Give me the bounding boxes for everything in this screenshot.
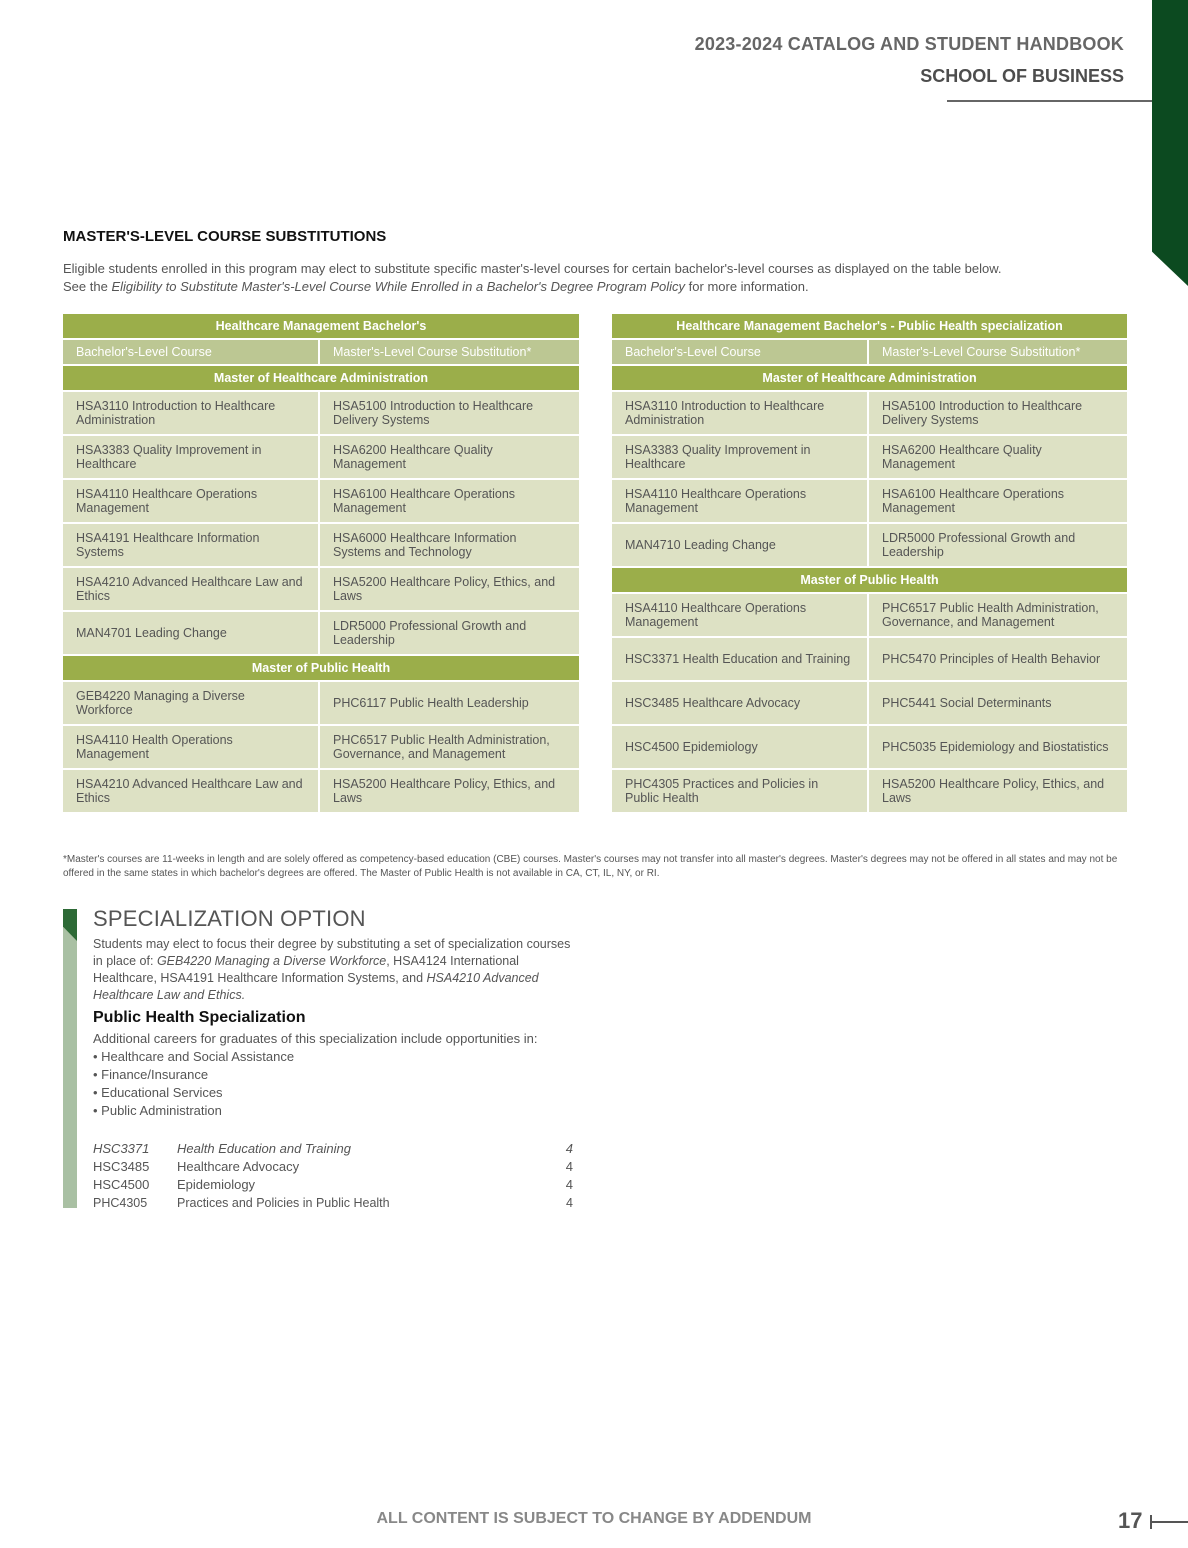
list-item: • Finance/Insurance <box>93 1067 209 1082</box>
master-course: PHC6117 Public Health Leadership <box>319 681 580 725</box>
program-header-row <box>62 365 580 391</box>
master-course: PHC5470 Principles of Health Behavior <box>868 637 1128 681</box>
bachelor-course: HSA4110 Health Operations Management <box>62 725 319 769</box>
table-row <box>62 681 580 725</box>
table-row <box>62 725 580 769</box>
list-item: • Educational Services <box>93 1085 223 1100</box>
master-course: PHC5441 Social Determinants <box>868 681 1128 725</box>
course-name: Practices and Policies in Public Health <box>177 1196 390 1210</box>
careers-list <box>93 1048 294 1120</box>
table-row <box>611 681 1128 725</box>
header-rule <box>947 100 1152 102</box>
course-row <box>93 1140 573 1158</box>
page-rule <box>1152 1521 1188 1523</box>
table-header-row <box>62 339 580 365</box>
table-row <box>62 479 580 523</box>
specialization-sidebar <box>63 909 77 1208</box>
table-row <box>62 611 580 655</box>
master-course: PHC6517 Public Health Administration, Governance, and Management <box>868 593 1128 637</box>
course-code: HSC4500 <box>93 1177 150 1192</box>
course-code: HSC3485 <box>93 1159 150 1174</box>
spec-text-a: Students may elect to focus their degree by substituting a set of specialization courses in place of: <box>93 937 571 968</box>
list-item: • Healthcare and Social Assistance <box>93 1049 295 1064</box>
program-name: Master of Healthcare Administration <box>611 365 1128 391</box>
bachelor-course: HSA4210 Advanced Healthcare Law and Ethics <box>62 567 319 611</box>
public-health-heading: Public Health Specialization <box>93 1009 306 1026</box>
bachelor-course: HSA4110 Healthcare Operations Management <box>611 593 868 637</box>
careers-intro: Additional careers for graduates of this specialization include opportunities in: <box>93 1031 538 1046</box>
substitution-table-public-health <box>610 312 1129 814</box>
master-course: HSA5100 Introduction to Healthcare Delivery Systems <box>319 391 580 435</box>
master-course: LDR5000 Professional Growth and Leadership <box>319 611 580 655</box>
substitution-table-bachelors <box>61 312 581 814</box>
master-course: HSA6200 Healthcare Quality Management <box>319 435 580 479</box>
table-row <box>611 725 1128 769</box>
table-row <box>611 769 1128 813</box>
program-name: Master of Public Health <box>611 567 1128 593</box>
table-row <box>62 435 580 479</box>
table-title: Healthcare Management Bachelor's - Public Health specialization <box>611 313 1128 339</box>
bachelor-course: HSA3383 Quality Improvement in Healthcare <box>62 435 319 479</box>
bachelor-course: HSA4110 Healthcare Operations Management <box>62 479 319 523</box>
bachelor-course: MAN4701 Leading Change <box>62 611 319 655</box>
table-row <box>62 523 580 567</box>
footnote: *Master's courses are 11-weeks in length and are solely offered as competency-based education (CBE) courses. Master's courses may not transfer into all master's degrees. Master's degrees may not be offered in all states and may not be offered in the same states in which bachelor's degrees are offered. The Master of Public Health is not available in CA, CT, IL, NY, or RI. <box>63 854 1118 879</box>
master-course: HSA5200 Healthcare Policy, Ethics, and Laws <box>319 769 580 813</box>
table-row <box>611 593 1128 637</box>
bachelor-course: MAN4710 Leading Change <box>611 523 868 567</box>
course-name: Health Education and Training <box>177 1141 351 1156</box>
bachelor-course: GEB4220 Managing a Diverse Workforce <box>62 681 319 725</box>
bachelor-course: PHC4305 Practices and Policies in Public Health <box>611 769 868 813</box>
intro-line-1: Eligible students enrolled in this program may elect to substitute specific master's-level courses for certain bachelor's-level courses as displayed on the table below. <box>63 261 1002 276</box>
bachelor-course: HSC4500 Epidemiology <box>611 725 868 769</box>
course-row <box>93 1176 573 1194</box>
table-title: Healthcare Management Bachelor's <box>62 313 580 339</box>
course-name: Healthcare Advocacy <box>177 1159 300 1174</box>
table-header-row <box>611 339 1128 365</box>
section-intro <box>63 260 1123 296</box>
page-number: 17 <box>1118 1508 1143 1533</box>
program-name: Master of Healthcare Administration <box>62 365 580 391</box>
table-row <box>611 479 1128 523</box>
list-item: • Public Administration <box>93 1103 222 1118</box>
section-title: MASTER'S-LEVEL COURSE SUBSTITUTIONS <box>63 228 387 245</box>
master-course: HSA6100 Healthcare Operations Management <box>868 479 1128 523</box>
master-course: HSA5100 Introduction to Healthcare Delivery Systems <box>868 391 1128 435</box>
intro-line-2a: See the <box>63 279 112 294</box>
bachelor-course: HSC3371 Health Education and Training <box>611 637 868 681</box>
intro-line-2b: for more information. <box>685 279 809 294</box>
catalog-title: 2023-2024 CATALOG AND STUDENT HANDBOOK <box>694 34 1124 54</box>
bachelor-course: HSA4110 Healthcare Operations Management <box>611 479 868 523</box>
column-header-bachelor: Bachelor's-Level Course <box>62 339 319 365</box>
master-course: HSA5200 Healthcare Policy, Ethics, and Laws <box>319 567 580 611</box>
spec-text-course-2: HSA4210 Advanced Healthcare Law and Ethics. <box>93 971 539 1002</box>
program-header-row <box>62 655 580 681</box>
table-row <box>611 435 1128 479</box>
bachelor-course: HSA3110 Introduction to Healthcare Administration <box>611 391 868 435</box>
column-header-master: Master's-Level Course Substitution* <box>868 339 1128 365</box>
master-course: LDR5000 Professional Growth and Leadership <box>868 523 1128 567</box>
course-code: HSC3371 <box>93 1141 150 1156</box>
course-code: PHC4305 <box>93 1196 148 1210</box>
master-course: HSA6100 Healthcare Operations Management <box>319 479 580 523</box>
footer-notice: ALL CONTENT IS SUBJECT TO CHANGE BY ADDENDUM <box>376 1510 812 1527</box>
master-course: HSA6000 Healthcare Information Systems and Technology <box>319 523 580 567</box>
table-title-row <box>62 313 580 339</box>
specialization-text <box>93 936 573 1004</box>
master-course: PHC6517 Public Health Administration, Governance, and Management <box>319 725 580 769</box>
master-course: HSA5200 Healthcare Policy, Ethics, and Laws <box>868 769 1128 813</box>
master-course: HSA6200 Healthcare Quality Management <box>868 435 1128 479</box>
table-row <box>611 523 1128 567</box>
table-row <box>62 391 580 435</box>
table-row <box>62 567 580 611</box>
column-header-bachelor: Bachelor's-Level Course <box>611 339 868 365</box>
course-credits: 4 <box>565 1177 573 1192</box>
column-header-master: Master's-Level Course Substitution* <box>319 339 580 365</box>
spec-text-b: , HSA4124 International Healthcare, HSA4191 Healthcare Information Systems, and <box>93 954 519 985</box>
school-title: SCHOOL OF BUSINESS <box>920 66 1124 86</box>
course-row <box>93 1158 573 1176</box>
course-credits: 4 <box>566 1196 573 1210</box>
bachelor-course: HSC3485 Healthcare Advocacy <box>611 681 868 725</box>
course-credits: 4 <box>565 1159 573 1174</box>
specialization-heading: SPECIALIZATION OPTION <box>93 906 366 931</box>
course-credits: 4 <box>565 1141 573 1156</box>
table-row <box>611 637 1128 681</box>
spec-text-course-1: GEB4220 Managing a Diverse Workforce <box>156 954 387 968</box>
program-header-row <box>611 567 1128 593</box>
policy-link[interactable]: Eligibility to Substitute Master's-Level Course While Enrolled in a Bachelor's Degree Program Policy <box>111 279 686 294</box>
corner-tab <box>1152 0 1188 286</box>
bachelor-course: HSA4191 Healthcare Information Systems <box>62 523 319 567</box>
table-title-row <box>611 313 1128 339</box>
bachelor-course: HSA3383 Quality Improvement in Healthcare <box>611 435 868 479</box>
bachelor-course: HSA3110 Introduction to Healthcare Administration <box>62 391 319 435</box>
bachelor-course: HSA4210 Advanced Healthcare Law and Ethics <box>62 769 319 813</box>
program-header-row <box>611 365 1128 391</box>
course-row <box>93 1194 573 1212</box>
master-course: PHC5035 Epidemiology and Biostatistics <box>868 725 1128 769</box>
table-row <box>611 391 1128 435</box>
specialization-course-list <box>93 1140 573 1212</box>
program-name: Master of Public Health <box>62 655 580 681</box>
table-row <box>62 769 580 813</box>
course-name: Epidemiology <box>177 1177 256 1192</box>
